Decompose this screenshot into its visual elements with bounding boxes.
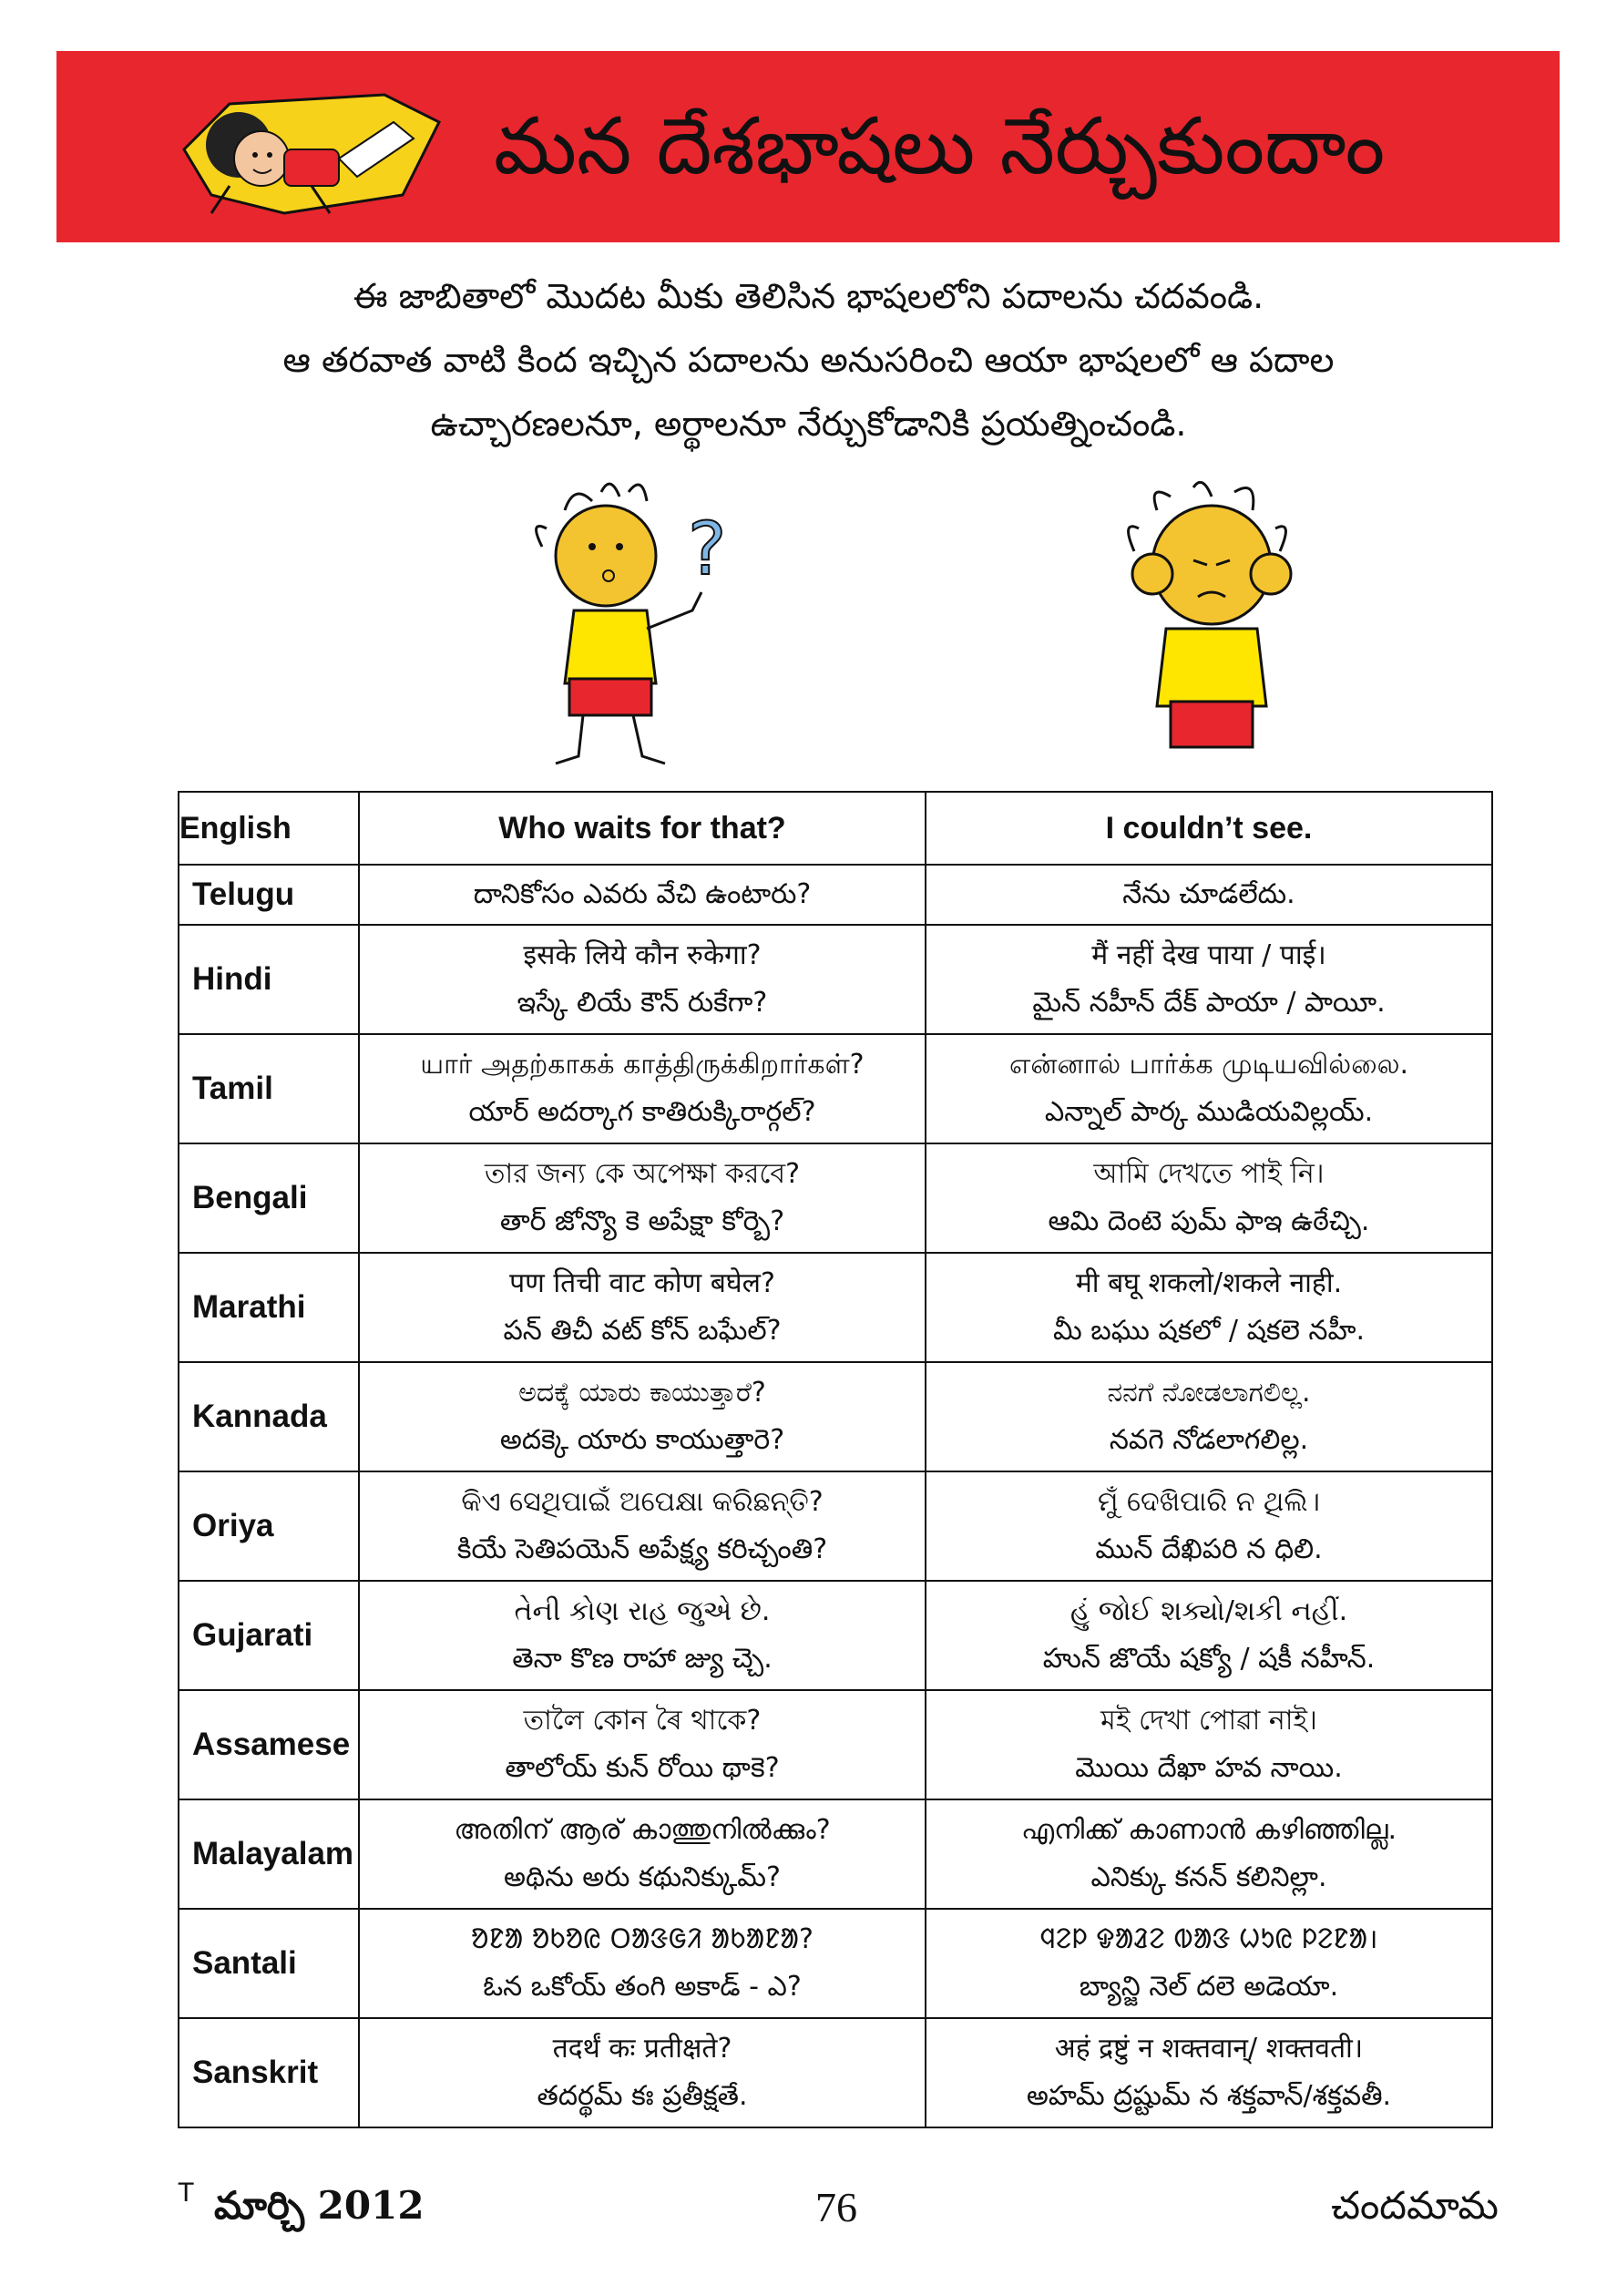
phrase-2-cell: [926, 1909, 1492, 2018]
phrase-1-cell: [359, 2018, 926, 2127]
table-row: [179, 1581, 1492, 1690]
confused-boy-icon: [510, 474, 783, 774]
phrase-1-cell: [359, 1362, 926, 1471]
table-row: [179, 1799, 1492, 1909]
phrase-2-cell: [926, 1799, 1492, 1909]
phrase-1-cell: [359, 865, 926, 925]
phrase-2-transliteration: మొయి దేఖా హవ నాయి.: [1075, 1752, 1343, 1784]
phrase-2-cell: [926, 1581, 1492, 1690]
phrase-2-transliteration: మైన్ నహీన్ దేక్ పాయా / పాయీ.: [1032, 987, 1386, 1019]
page-footer: [178, 2178, 1499, 2241]
language-name: Sanskrit: [179, 2018, 359, 2127]
language-name: Malayalam: [179, 1799, 359, 1909]
phrase-2-native: என்னால் பார்க்க முடியவில்லை.: [1008, 1049, 1409, 1081]
svg-text:?: ?: [688, 507, 727, 591]
phrase-1-native: पण तिची वाट कोण बघेल?: [509, 1267, 775, 1299]
table-row: [179, 2018, 1492, 2127]
phrase-1-cell: [359, 1253, 926, 1362]
phrase-2-cell: [926, 1143, 1492, 1253]
phrase-2-native: मी बघू शकलो/शकले नाही.: [1075, 1267, 1343, 1299]
phrase-1-transliteration: తదర్థమ్ కః ప్రతీక్షతే.: [537, 2080, 748, 2112]
phrase-2-native: अहं द्रष्टुं न शक्तवान्/ शक्तवती।: [1054, 2033, 1364, 2065]
instruction-line-3: ఉచ్చారణలనూ, అర్థాలనూ నేర్చుకోడానికి ప్రయత్నించండి.: [430, 404, 1187, 444]
header-english: English: [179, 792, 359, 865]
language-name: Santali: [179, 1909, 359, 2018]
phrase-2-native: मैं नहीं देख पाया / पाई।: [1091, 939, 1326, 971]
instruction-line-2: ఆ తరవాత వాటి కింద ఇచ్చిన పదాలను అనుసరించి ఆయా భాషలలో ఆ పదాల: [282, 340, 1335, 380]
phrase-1-transliteration: ఇస్కే లియే కౌన్ రుకేగా?: [517, 987, 768, 1019]
phrase-1-transliteration: ఓన ఒకోయ్ తంగి అకాడ్ - ఎ?: [483, 1971, 802, 2003]
phrase-1-native: யார் அதற்காகக் காத்திருக்கிறார்கள்?: [420, 1049, 865, 1081]
table-row: [179, 1143, 1492, 1253]
title-banner: [56, 51, 1560, 242]
phrase-2-native: আমি দেখতে পাই নি।: [1093, 1158, 1325, 1190]
instruction-line-1: ఈ జాబితాలో మొదట మీకు తెలిసిన భాషలలోని పదాలను చదవండి.: [353, 276, 1264, 316]
header-phrase-1: Who waits for that?: [359, 792, 926, 865]
phrase-1-native: তালৈ কোন ৰৈ থাকে?: [523, 1705, 762, 1737]
phrase-1-transliteration: కియే సెతిపయెన్ అపేక్ష్య కరిచ్చంతి?: [456, 1533, 828, 1565]
phrase-2-transliteration: ఆమి దెంటె పుమ్ ఫాఇ ఉఠేచ్చి.: [1048, 1205, 1370, 1237]
phrase-2-cell: [926, 1362, 1492, 1471]
table-header-row: [179, 792, 1492, 865]
phrase-1-transliteration: యార్ అదర్కాగ కాతిరుక్కిరార్గల్?: [468, 1096, 816, 1128]
phrase-2-cell: [926, 1034, 1492, 1143]
phrase-1-cell: [359, 1471, 926, 1581]
phrase-1-cell: [359, 1690, 926, 1799]
phrase-1-transliteration: తార్ జోన్యొ కె అపేక్షా కోర్బె?: [499, 1205, 785, 1237]
header-phrase-2: I couldn’t see.: [926, 792, 1492, 865]
phrase-1-transliteration: తెనా కొణ రాహా జ్యు చ్చె.: [512, 1643, 773, 1675]
table-row: [179, 1253, 1492, 1362]
table-row: [179, 1471, 1492, 1581]
phrase-table: [178, 791, 1493, 2128]
phrase-1-native: তার জন্য কে অপেক্ষা করবে?: [484, 1158, 801, 1190]
table-row: [179, 1909, 1492, 2018]
phrase-1-cell: [359, 1799, 926, 1909]
phrase-2-transliteration: ఎన్నాల్ పార్క ముడియవిల్లయ్.: [1044, 1096, 1374, 1128]
phrase-2-cell: [926, 865, 1492, 925]
footer-date: మార్చి 2012: [214, 2183, 425, 2228]
language-name: Tamil: [179, 1034, 359, 1143]
phrase-1-transliteration: పన్ తిచీ వట్ కోన్ బఘేల్?: [503, 1315, 782, 1347]
phrase-1-transliteration: తాలోయ్ కున్ రోయి థాకె?: [505, 1752, 780, 1784]
phrase-2-cell: [926, 1690, 1492, 1799]
phrase-1-native: તેની કોણ રાહ જુએ છે.: [514, 1595, 771, 1627]
phrase-1-cell: [359, 1143, 926, 1253]
phrase-2-transliteration: నవగె నోడలాగలిల్ల.: [1109, 1424, 1309, 1456]
phrase-2-cell: [926, 925, 1492, 1034]
cartoon-girl-logo-icon: [175, 86, 466, 222]
phrase-2-native: ମୁଁ ଦେଖିପାରି ନ ଥିଲି।: [1098, 1486, 1320, 1518]
table-row: [179, 925, 1492, 1034]
phrase-1-cell: [359, 925, 926, 1034]
language-name: Kannada: [179, 1362, 359, 1471]
phrase-1-native: അതിന് ആര് കാത്തുനിൽക്കും?: [454, 1814, 831, 1846]
phrase-2-native: মই দেখা পোৱা নাই।: [1100, 1705, 1317, 1737]
table-row: [179, 1690, 1492, 1799]
phrase-1-native: କିଏ ସେଥିପାଇଁ ଅପେକ୍ଷା କରିଛନ୍ତି?: [461, 1486, 824, 1518]
table-row: [179, 1034, 1492, 1143]
language-name: Gujarati: [179, 1581, 359, 1690]
magazine-name: చందమామ: [1331, 2183, 1499, 2228]
phrase-2-transliteration: మీ బఘు షకలో / షకలె నహీ.: [1053, 1315, 1365, 1347]
phrase-1-native: ಅದಕ್ಕೆ ಯಾರು ಕಾಯುತ್ತಾರೆ?: [518, 1377, 766, 1409]
covering-ears-boy-icon: [1084, 474, 1357, 774]
phrase-2-native: ನನಗೆ ನೋಡಲಾಗಲಿಲ್ಲ.: [1107, 1377, 1311, 1409]
phrase-2-native: હું જોઈ શક્યો/શકી નહીં.: [1069, 1595, 1348, 1627]
page-title: మన దేశభాషలు నేర్చుకుందాం: [494, 101, 1386, 192]
instructions: [109, 264, 1508, 456]
phrase-1-transliteration: అథిను అరు కథునిక్కుమ్?: [504, 1861, 781, 1893]
phrase-2-transliteration: బ్యాన్జి నెల్ దలె అడెయా.: [1079, 1971, 1339, 2003]
table-row: [179, 865, 1492, 925]
language-name: Hindi: [179, 925, 359, 1034]
phrase-1-native: इसके लिये कौन रुकेगा?: [523, 939, 762, 971]
phrase-1-cell: [359, 1034, 926, 1143]
footer-edition-mark: T: [178, 2178, 195, 2208]
language-name: Telugu: [179, 865, 359, 925]
phrase-2-native: ᱧᱮᱞ ᱫᱟᱲᱮ ᱵᱟᱝ ᱦᱩᱭ ᱞᱮᱱᱟ।: [1039, 1923, 1378, 1955]
phrase-1-text: దానికోసం ఎవరు వేచి ఉంటారు?: [473, 878, 812, 910]
phrase-2-cell: [926, 1471, 1492, 1581]
phrase-2-cell: [926, 1253, 1492, 1362]
language-name: Oriya: [179, 1471, 359, 1581]
phrase-2-transliteration: హున్ జొయే షక్యో / షకీ నహీన్.: [1042, 1643, 1376, 1675]
phrase-1-cell: [359, 1581, 926, 1690]
phrase-1-cell: [359, 1909, 926, 2018]
page-number: 76: [815, 2184, 857, 2230]
phrase-1-transliteration: అదక్కె యారు కాయుత్తారె?: [499, 1424, 785, 1456]
phrase-2-transliteration: ఎనిక్కు కనన్ కలినిల్లా.: [1090, 1861, 1327, 1893]
phrase-2-cell: [926, 2018, 1492, 2127]
language-name: Assamese: [179, 1690, 359, 1799]
phrase-1-native: तदर्थं कः प्रतीक्षते?: [552, 2033, 732, 2065]
phrase-2-native: എനിക്ക് കാണാൻ കഴിഞ്ഞില്ല.: [1020, 1814, 1397, 1846]
phrase-2-text: నేను చూడలేదు.: [1122, 878, 1295, 910]
phrase-2-transliteration: మున్ దేఖిపరి న ధిలి.: [1095, 1533, 1323, 1565]
table-row: [179, 1362, 1492, 1471]
language-name: Marathi: [179, 1253, 359, 1362]
phrase-1-native: ᱚᱱᱟ ᱚᱠᱚᱭ ᱛᱟᱝᱜᱤ ᱟᱠᱟᱱᱟ?: [471, 1923, 814, 1955]
phrase-2-transliteration: అహమ్ ద్రష్టుమ్ న శక్తవాన్/శక్తవతీ.: [1026, 2080, 1392, 2112]
language-name: Bengali: [179, 1143, 359, 1253]
